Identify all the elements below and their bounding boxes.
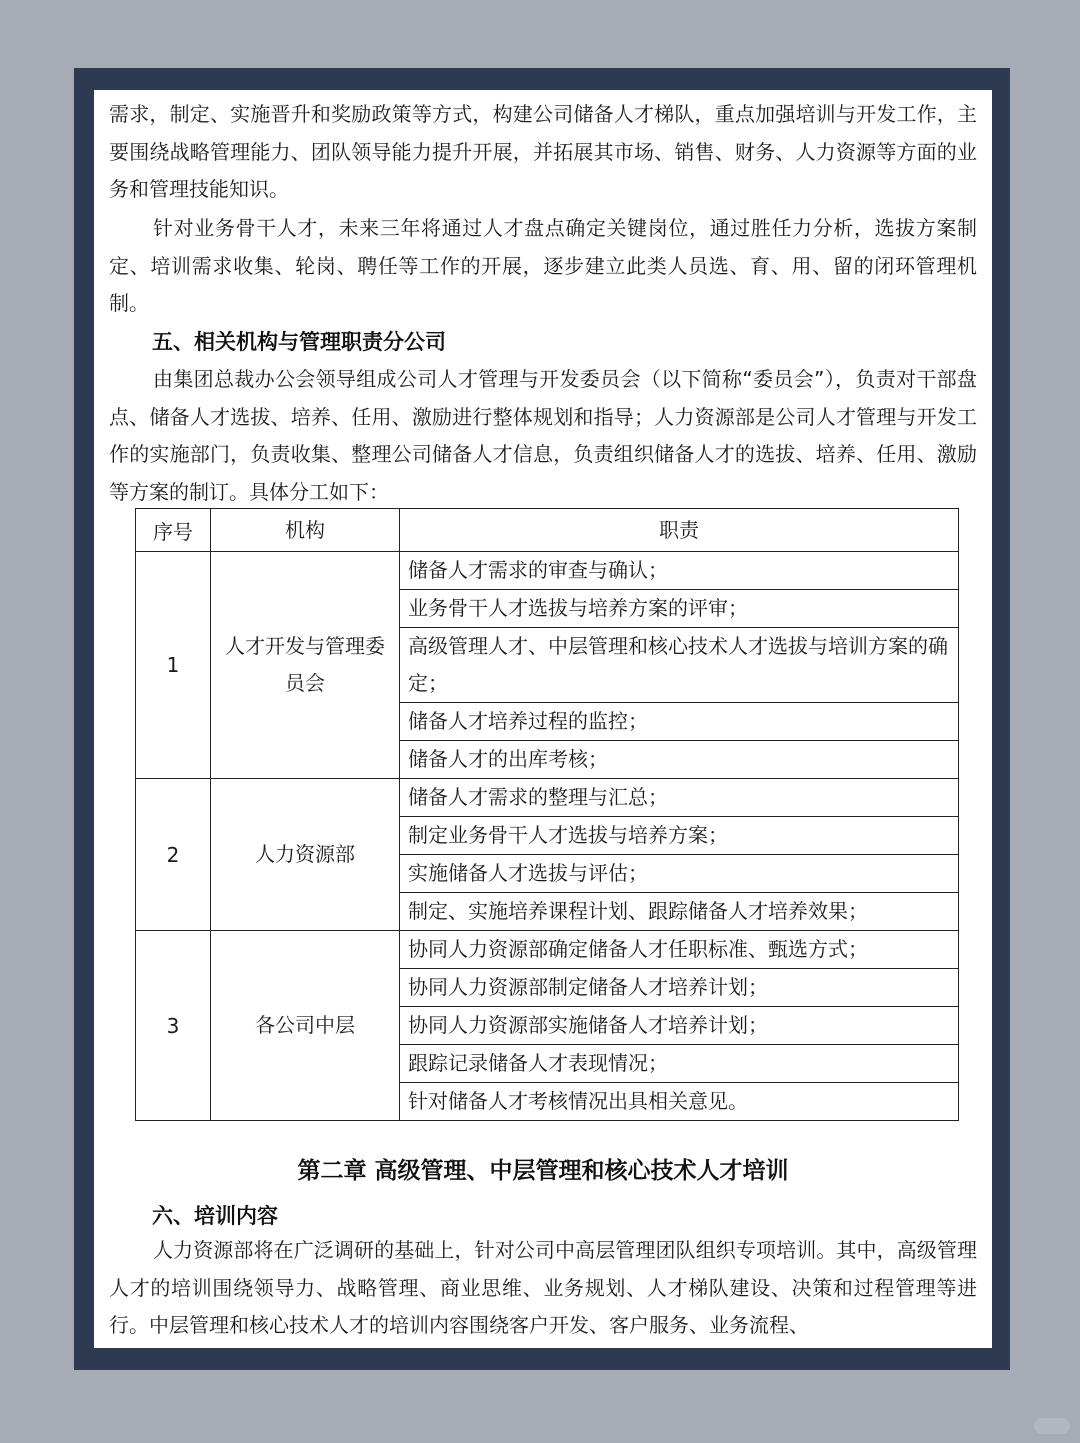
duty-cell: 高级管理人才、中层管理和核心技术人才选拔与培训方案的确定； (400, 628, 959, 703)
duty-cell: 制定业务骨干人才选拔与培养方案； (400, 817, 959, 855)
duty-cell: 实施储备人才选拔与评估； (400, 855, 959, 893)
duty-cell: 储备人才的出库考核； (400, 741, 959, 779)
table-row (136, 779, 959, 817)
duty-cell: 储备人才培养过程的监控； (400, 703, 959, 741)
table-header-row (136, 509, 959, 552)
responsibility-table (135, 508, 959, 1121)
table-row (136, 931, 959, 969)
row-number: 3 (136, 931, 211, 1121)
duty-cell: 协同人力资源部制定储备人才培养计划； (400, 969, 959, 1007)
table-row (136, 552, 959, 590)
duty-cell: 制定、实施培养课程计划、跟踪储备人才培养效果； (400, 893, 959, 931)
organization-hr: 人力资源部 (211, 779, 400, 931)
duty-cell: 协同人力资源部确定储备人才任职标准、甄选方式； (400, 931, 959, 969)
duty-cell: 储备人才需求的整理与汇总； (400, 779, 959, 817)
paragraph-reserve-talent: 需求，制定、实施晋升和奖励政策等方式，构建公司储备人才梯队，重点加强培训与开发工作，主要围绕战略管理能力、团队领导能力提升开展，并拓展其市场、销售、财务、人力资源等方面的业务和管理技能知识。 (109, 102, 977, 201)
row-number: 2 (136, 779, 211, 931)
duty-cell: 跟踪记录储备人才表现情况； (400, 1045, 959, 1083)
document-page (94, 90, 992, 1348)
section-heading-5: 五、相关机构与管理职责分公司 (152, 330, 446, 354)
section-heading-6: 六、培训内容 (152, 1204, 278, 1228)
row-number: 1 (136, 552, 211, 779)
duty-cell: 针对储备人才考核情况出具相关意见。 (400, 1083, 959, 1121)
duty-cell: 协同人力资源部实施储备人才培养计划； (400, 1007, 959, 1045)
organization-committee: 人才开发与管理委员会 (211, 552, 400, 779)
duty-cell: 业务骨干人才选拔与培养方案的评审； (400, 590, 959, 628)
paragraph-committee: 由集团总裁办公会领导组成公司人才管理与开发委员会（以下简称“委员会”），负责对干部盘点、储备人才选拔、培养、任用、激励进行整体规划和指导；人力资源部是公司人才管理与开发工作的实施部门，负责收集、整理公司储备人才信息，负责组织储备人才的选拔、培养、任用、激励等方案的制订。具体分工如下： (109, 367, 977, 504)
chapter-title: 第二章 高级管理、中层管理和核心技术人才培训 (297, 1158, 789, 1184)
paragraph-training-content: 人力资源部将在广泛调研的基础上，针对公司中高层管理团队组织专项培训。其中，高级管理人才的培训围绕领导力、战略管理、商业思维、业务规划、人才梯队建设、决策和过程管理等进行。中层管理和核心技术人才的培训内容围绕客户开发、客户服务、业务流程、 (109, 1238, 977, 1337)
header-organization: 机构 (211, 509, 400, 552)
paragraph-business-backbone: 针对业务骨干人才，未来三年将通过人才盘点确定关键岗位，通过胜任力分析，选拔方案制定、培训需求收集、轮岗、聘任等工作的开展，逐步建立此类人员选、育、用、留的闭环管理机制。 (109, 216, 977, 315)
header-duty: 职责 (400, 509, 959, 552)
header-number: 序号 (136, 509, 211, 552)
organization-middle-management: 各公司中层 (211, 931, 400, 1121)
watermark-badge (1034, 1418, 1070, 1434)
duty-cell: 储备人才需求的审查与确认； (400, 552, 959, 590)
